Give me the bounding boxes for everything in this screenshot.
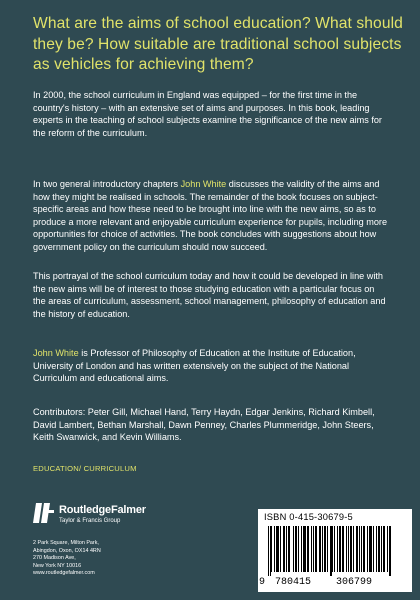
publisher-logo bbox=[33, 501, 153, 531]
barcode-bar bbox=[357, 526, 358, 572]
barcode-bar bbox=[286, 526, 287, 572]
barcode-bar bbox=[350, 526, 351, 572]
barcode-bar bbox=[363, 526, 364, 572]
barcode-bar bbox=[327, 526, 328, 572]
address-line: Abingdon, Oxon, OX14 4RN bbox=[33, 547, 101, 554]
paragraph-author-bio bbox=[33, 347, 388, 385]
barcode-bar bbox=[298, 526, 299, 572]
barcode-bar bbox=[343, 526, 344, 572]
barcode-bar bbox=[390, 526, 391, 576]
barcode-bar bbox=[337, 526, 338, 572]
publisher-name: RoutledgeFalmer bbox=[59, 504, 146, 516]
barcode-bar bbox=[356, 526, 357, 572]
barcode-bar bbox=[304, 526, 305, 572]
barcode-bar bbox=[303, 526, 304, 572]
barcode-bar bbox=[364, 526, 365, 572]
barcode-bar bbox=[387, 526, 388, 572]
author-name-highlight: John White bbox=[180, 179, 227, 189]
barcode-bar bbox=[320, 526, 321, 572]
barcode-bar bbox=[369, 526, 370, 572]
address-line: www.routledgefalmer.com bbox=[33, 570, 95, 577]
barcode-digit-group-1: 780415 bbox=[275, 577, 312, 588]
barcode-bar bbox=[289, 526, 290, 572]
barcode-bar bbox=[332, 526, 333, 572]
headline: What are the aims of school education? What should they be? How suitable are traditional school subjects as vehicles for achieving them? bbox=[33, 15, 403, 73]
barcode-bar bbox=[325, 526, 326, 572]
barcode-bar bbox=[313, 526, 314, 572]
barcode-bar bbox=[307, 526, 308, 572]
paragraph-intro: In 2000, the school curriculum in England was equipped – for the first time in the country's history – with an extensive set of aims and purposes. In this book, leading experts in the teaching of school subjects examine the significance of the new aims for the reform of the curriculum. bbox=[33, 90, 382, 138]
barcode-bar bbox=[322, 526, 323, 572]
barcode-bar bbox=[315, 526, 316, 572]
barcode-bar bbox=[371, 526, 372, 572]
barcode-bar bbox=[293, 526, 294, 572]
barcode-bar bbox=[342, 526, 343, 572]
barcode-bar bbox=[308, 526, 309, 572]
barcode-bar bbox=[319, 526, 320, 572]
barcode-bar bbox=[339, 526, 340, 572]
barcode-bar bbox=[346, 526, 347, 572]
isbn-label: ISBN 0-415-30679-5 bbox=[264, 512, 353, 522]
barcode-bar bbox=[383, 526, 384, 572]
routledge-logo-icon bbox=[33, 501, 55, 525]
barcode-bar bbox=[278, 526, 279, 572]
address-line: New York NY 10016 bbox=[33, 562, 82, 569]
barcode-bar bbox=[353, 526, 354, 572]
barcode-bar bbox=[268, 526, 269, 576]
subject-category: EDUCATION/ CURRICULUM bbox=[33, 464, 137, 473]
barcode-bar bbox=[283, 526, 284, 572]
barcode-bar bbox=[331, 526, 332, 576]
barcode-bar bbox=[270, 526, 271, 576]
barcode-bar bbox=[389, 526, 390, 576]
barcode-bar bbox=[351, 526, 352, 572]
author-bio-text: is Professor of Philosophy of Education at the Institute of Education, University of London and has written extensively on the subject of the National Curriculum and educational aims. bbox=[33, 348, 356, 384]
paragraph-chapters-text-1: In two general introductory chapters bbox=[33, 179, 181, 189]
barcode-bar bbox=[381, 526, 382, 572]
barcode-bar bbox=[324, 526, 325, 572]
barcode-bar bbox=[280, 526, 281, 572]
barcode-bar bbox=[276, 526, 277, 572]
barcode-bar bbox=[361, 526, 362, 572]
barcode-bar bbox=[316, 526, 317, 572]
barcode-bar bbox=[274, 526, 275, 572]
barcode-bars bbox=[268, 526, 392, 576]
address-line: 2 Park Square, Milton Park, bbox=[33, 540, 99, 546]
barcode-bar bbox=[330, 526, 331, 576]
barcode-bar bbox=[311, 526, 312, 572]
address-line: 270 Madison Ave, bbox=[33, 555, 76, 562]
barcode-bar bbox=[334, 526, 335, 572]
barcode-bar bbox=[370, 526, 371, 572]
barcode-bar bbox=[373, 526, 374, 572]
author-bio-name: John White bbox=[33, 348, 79, 358]
barcode-bar bbox=[284, 526, 285, 572]
isbn-barcode bbox=[258, 509, 412, 592]
barcode-bar bbox=[359, 526, 360, 572]
barcode-bar bbox=[301, 526, 302, 572]
barcode-bar bbox=[348, 526, 349, 572]
paragraph-audience: This portrayal of the school curriculum today and how it could be developed in line with the new aims will be of interest to those studying education with a particular focus on the areas of curriculum, assessment, school management, philosophy of education and the history of education. bbox=[33, 271, 386, 319]
paragraph-contributors: Contributors: Peter Gill, Michael Hand, Terry Haydn, Edgar Jenkins, Richard Kimbell, David Lambert, Bethan Marshall, Dawn Penney, Charles Plummeridge, John Steers, Keith Swanwick, and Kevin Williams. bbox=[33, 407, 375, 443]
barcode-bar bbox=[296, 526, 297, 572]
publisher-group: Taylor & Francis Group bbox=[59, 518, 121, 524]
paragraph-chapters bbox=[33, 178, 388, 254]
barcode-bar bbox=[379, 526, 380, 572]
barcode-bar bbox=[277, 526, 278, 572]
barcode-bar bbox=[288, 526, 289, 572]
publisher-address bbox=[33, 540, 101, 578]
barcode-digit-lead: 9 bbox=[259, 577, 266, 588]
paragraph-chapters-text-2: discusses the validity of the aims and how they might be realised in schools. The remainder of the book focuses on subject-specific areas and how these need to be brought into line with the new aims, so as to produce a more relevant and enjoyable curriculum experience for pupils, including more opportunities for choice of activities. The book concludes with suggestions about how government policy on the curriculum should now succeed. bbox=[33, 179, 388, 252]
barcode-bar bbox=[305, 526, 306, 572]
barcode-digit-group-2: 306799 bbox=[336, 577, 373, 588]
barcode-bar bbox=[295, 526, 296, 572]
barcode-bar bbox=[378, 526, 379, 572]
barcode-bar bbox=[384, 526, 385, 572]
barcode-bar bbox=[376, 526, 377, 572]
barcode-bar bbox=[271, 526, 272, 572]
barcode-bar bbox=[340, 526, 341, 572]
barcode-bar bbox=[367, 526, 368, 572]
